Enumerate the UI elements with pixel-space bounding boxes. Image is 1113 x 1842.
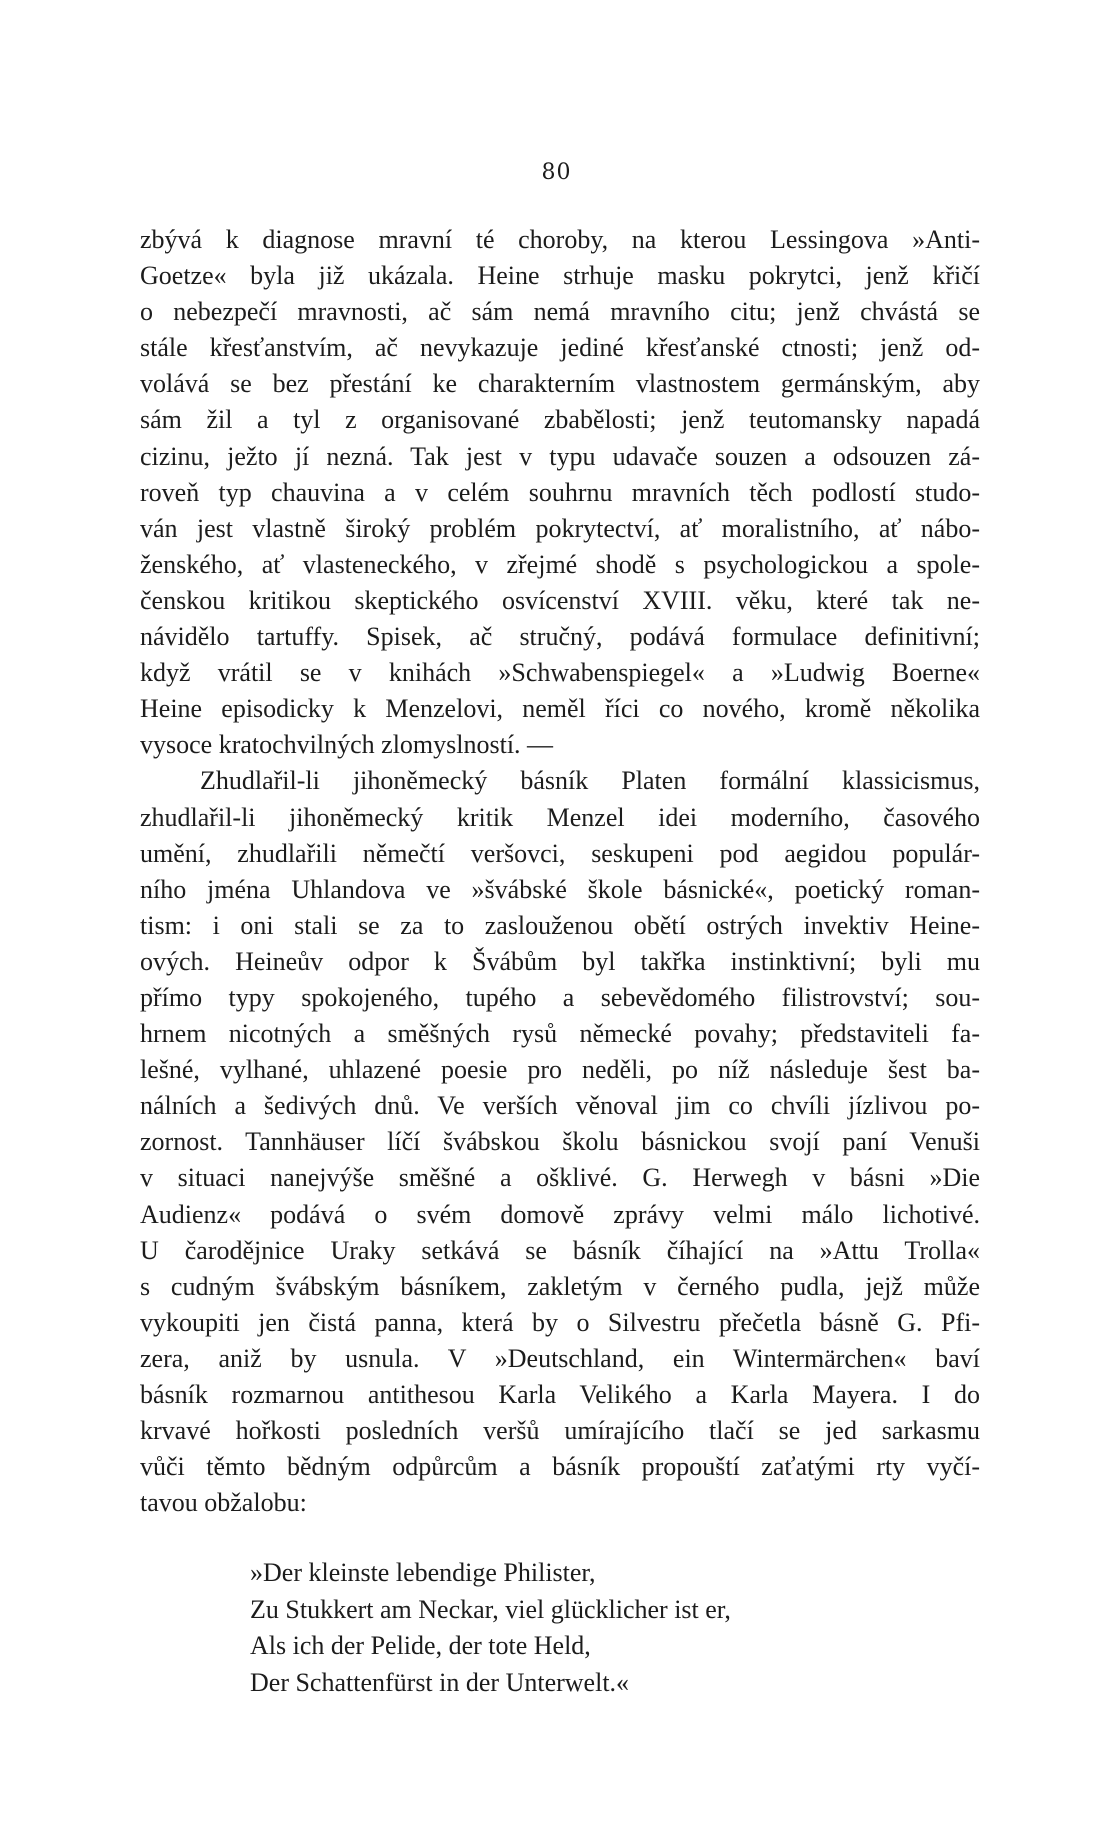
text-line: vykoupiti jen čistá panna, která by o Silvestru přečetla básně G. Pfi- <box>140 1307 980 1337</box>
body-text <box>140 222 980 1521</box>
text-line: roveň typ chauvina a v celém souhrnu mravních těch podlostí studo- <box>140 477 980 507</box>
text-line: v situaci nanejvýše směšné a ošklivé. G. Herwegh v básni »Die <box>140 1163 980 1193</box>
text-line: čenskou kritikou skeptického osvícenství XVIII. věku, které tak ne- <box>140 585 980 615</box>
text-line: zera, aniž by usnula. V »Deutschland, ein Wintermärchen« baví <box>140 1343 980 1373</box>
verse-line: Als ich der Pelide, der tote Held, <box>250 1631 591 1660</box>
verse-line: Der Schattenfürst in der Unterwelt.« <box>250 1667 630 1697</box>
text-line: sám žil a tyl z organisované zbabělosti; jenž teutomansky napadá <box>140 405 980 435</box>
paragraph-1 <box>140 222 980 763</box>
text-line: nálních a šedivých dnů. Ve verších věnoval jim co chvíli jízlivou po- <box>140 1091 980 1121</box>
text-line: ván jest vlastně široký problém pokrytectví, ať moralistního, ať nábo- <box>140 513 980 543</box>
text-line: zornost. Tannhäuser líčí švábskou školu básnickou svojí paní Venuši <box>140 1127 980 1157</box>
text-line: krvavé hořkosti posledních veršů umírajícího tlačí se jed sarkasmu <box>140 1416 980 1446</box>
text-line: o nebezpečí mravnosti, ač sám nemá mravního citu; jenž chvástá se <box>140 297 980 327</box>
verse-line: Zu Stukkert am Neckar, viel glücklicher ist er, <box>250 1594 731 1624</box>
text-line: cizinu, ježto jí nezná. Tak jest v typu udavače souzen a odsouzen zá- <box>140 441 980 471</box>
text-line: volává se bez přestání ke charakterním vlastnostem germánským, aby <box>140 369 980 399</box>
text-line: lešné, vylhané, uhlazené poesie pro neděli, po níž následuje šest ba- <box>140 1055 980 1085</box>
text-line: s cudným švábským básníkem, zakletým v černého pudla, jejž může <box>140 1271 980 1301</box>
text-line: tism: i oni stali se za to zaslouženou obětí ostrých invektiv Heine- <box>140 910 980 940</box>
text-line: Audienz« podává o svém domově zprávy velmi málo lichotivé. <box>140 1199 980 1229</box>
text-line: hrnem nicotných a směšných rysů německé povahy; představiteli fa- <box>140 1019 980 1049</box>
text-line: Heine episodicky k Menzelovi, neměl říci co nového, kromě několika <box>140 694 980 724</box>
verse-line: »Der kleinste lebendige Philister, <box>250 1558 596 1587</box>
text-line: zhudlařil-li jihoněmecký kritik Menzel idei moderního, časového <box>140 802 980 832</box>
verse-quotation <box>250 1555 731 1701</box>
text-line: ových. Heineův odpor k Švábům byl takřka instinktivní; byli mu <box>140 946 980 976</box>
text-line: když vrátil se v knihách »Schwabenspiegel« a »Ludwig Boerne« <box>140 658 980 688</box>
text-line: tavou obžalobu: <box>140 1488 307 1518</box>
text-line: přímo typy spokojeného, tupého a sebevědomého filistrovství; sou- <box>140 982 980 1012</box>
text-line: zbývá k diagnose mravní té choroby, na kterou Lessingova »Anti- <box>140 225 980 254</box>
text-line: vůči těmto bědným odpůrcům a básník propouští zaťatými rty vyčí- <box>140 1452 980 1482</box>
text-line: ženského, ať vlasteneckého, v zřejmé shodě s psychologickou a spole- <box>140 549 980 579</box>
text-line: vysoce kratochvilných zlomyslností. — <box>140 730 554 760</box>
text-line: stále křesťanstvím, ač nevykazuje jediné křesťanské ctnosti; jenž od- <box>140 333 980 363</box>
text-line: U čarodějnice Uraky setkává se básník číhající na »Attu Trolla« <box>140 1235 980 1265</box>
paragraph-2 <box>140 763 980 1521</box>
text-line: návidělo tartuffy. Spisek, ač stručný, podává formulace definitivní; <box>140 622 980 652</box>
text-line: básník rozmarnou antithesou Karla Velikého a Karla Mayera. I do <box>140 1380 980 1409</box>
page-number: 80 <box>541 160 572 185</box>
text-line: umění, zhudlařili němečtí veršovci, seskupeni pod aegidou populár- <box>140 838 980 868</box>
text-line: ního jména Uhlandova ve »švábské škole básnické«, poetický roman- <box>140 874 980 904</box>
text-line: Zhudlařil-li jihoněmecký básník Platen formální klassicismus, <box>200 766 980 796</box>
text-line: Goetze« byla již ukázala. Heine strhuje masku pokrytci, jenž křičí <box>140 261 980 291</box>
